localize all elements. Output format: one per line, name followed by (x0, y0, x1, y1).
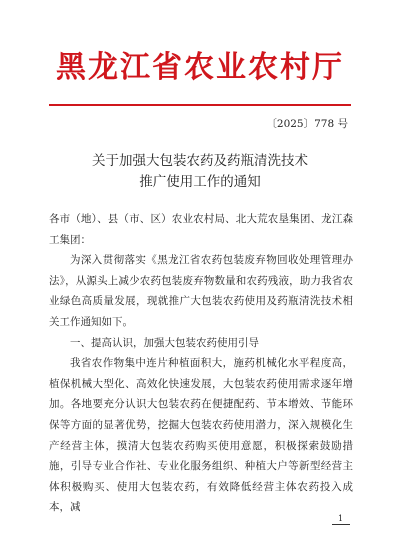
section-1-paragraph: 我省农作物集中连片种植面积大，施药机械化水平程度高，植保机械大型化、高效化快速发展，大包装农药使用需求逐年增加。各地要充分认识大包装农药在便捷配药、节本增效、节能环保等方面的显著优势，挖掘大包装农药使用潜力，深入规模化生产经营主体，摸清大包装农药购买使用意愿，积极探索鼓励措施，引导专业合作社、专业化服务组织、种植大户等新型经营主体积极购买、使用大包装农药，有效降低经营主体农药投入成本，减 (49, 357, 353, 514)
addressee-paragraph: 各市（地）、县（市、区）农业农村局、北大荒农垦集团、龙江森工集团： (49, 213, 353, 246)
page-number-underline (332, 524, 350, 525)
document-number: 〔2025〕778 号 (266, 118, 348, 130)
title-line-1: 关于加强大包装农药及药瓶清洗技术 (92, 153, 308, 169)
section-1-heading: 一、提高认识，加强大包装农药使用引导 (70, 336, 259, 349)
document-title (0, 151, 400, 193)
title-line-2: 推广使用工作的通知 (139, 174, 261, 190)
page-number: 1 (338, 514, 344, 523)
issuing-organization-header: 黑龙江省农业农村厅 (56, 51, 344, 84)
intro-paragraph: 为深入贯彻落实《黑龙江省农药包装废弃物回收处理管理办法》，从源头上减少农药包装废弃物数量和农药残液，助力我省农业绿色高质量发展，现就推广大包装农药使用及药瓶清洗技术相关工作通知如下。 (49, 254, 353, 328)
document-body (49, 209, 353, 518)
red-separator-line (49, 104, 351, 106)
